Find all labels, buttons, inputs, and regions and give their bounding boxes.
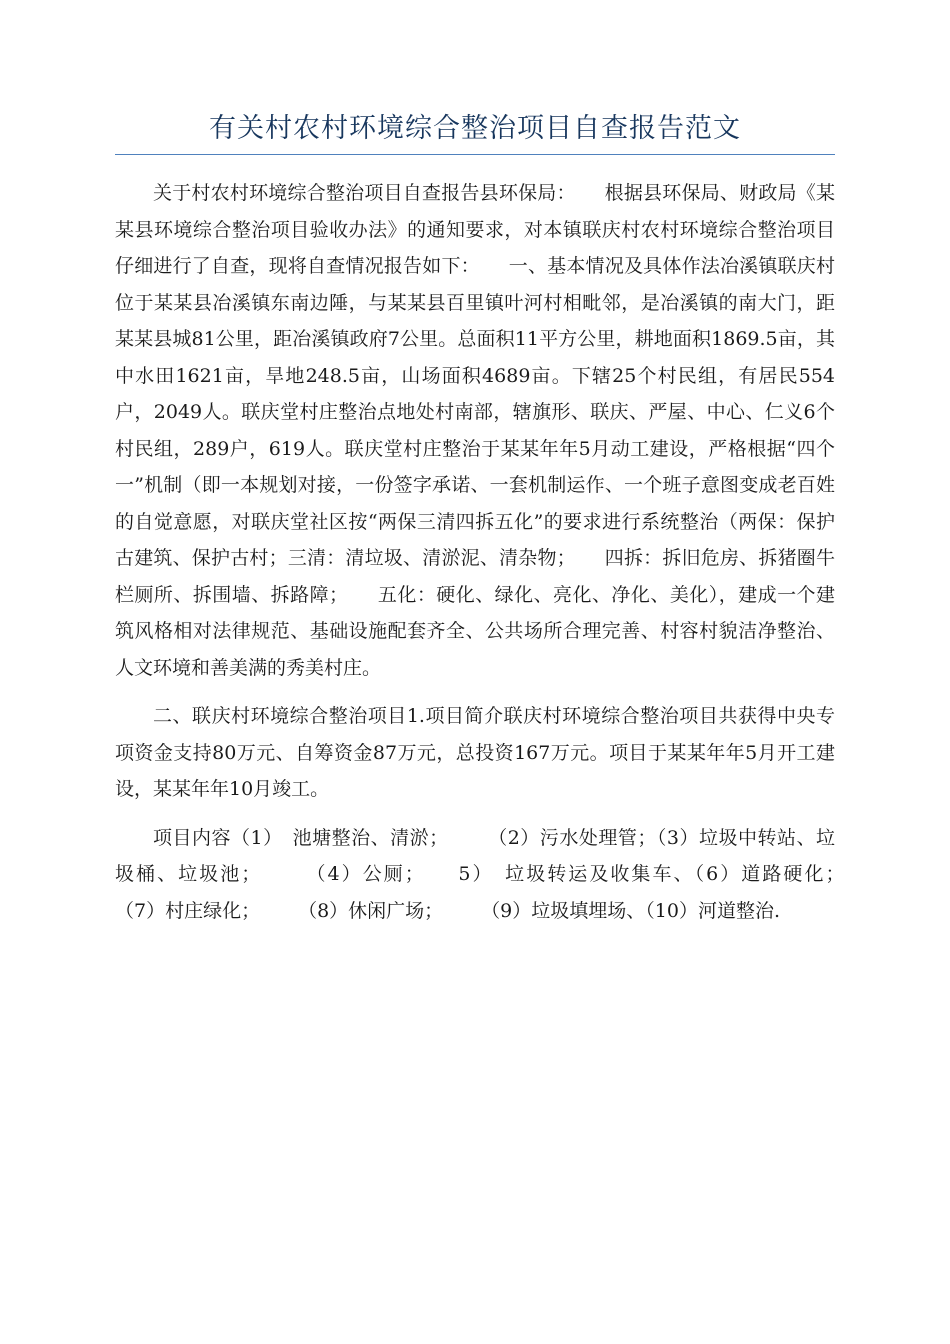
page-title: 有关村农村环境综合整治项目自查报告范文 — [209, 113, 741, 144]
document-body — [115, 175, 893, 941]
title-block — [115, 112, 835, 155]
paragraph-intro-basic-info: 关于村农村环境综合整治项目自查报告县环保局： 根据县环保局、财政局《某某县环境综合整治项目验收办法》的通知要求，对本镇联庆村农村环境综合整治项目仔细进行了自查，现将自查情况报告如下： 一、基本情况及具体作法冶溪镇联庆村位于某某县冶溪镇东南边陲，与某某县百里镇叶河村相毗邻，是冶溪镇的南大门，距某某县城81公里，距冶溪镇政府7公里。总面积11平方公里，耕地面积1869.5亩，其中水田1621亩，旱地248.5亩，山场面积4689亩。下辖25个村民组，有居民554户，2049人。联庆堂村庄整治点地处村南部，辖旗形、联庆、严屋、中心、仁义6个村民组，289户，619人。联庆堂村庄整治于某某年年5月动工建设，严格根据“四个一”机制（即一本规划对接，一份签字承诺、一套机制运作、一个班子意图变成老百姓的自觉意愿，对联庆堂社区按“两保三清四拆五化”的要求进行系统整治（两保：保护古建筑、保护古村；三清：清垃圾、清淤泥、清杂物； 四拆：拆旧危房、拆猪圈牛栏厕所、拆围墙、拆路障； 五化：硬化、绿化、亮化、净化、美化），建成一个建筑风格相对法律规范、基础设施配套齐全、公共场所合理完善、村容村貌洁净整治、人文环境和善美满的秀美村庄。 — [115, 182, 835, 679]
paragraph-project-summary: 二、联庆村环境综合整治项目1.项目简介联庆村环境综合整治项目共获得中央专项资金支持80万元、自筹资金87万元，总投资167万元。项目于某某年年5月开工建设，某某年年10月竣工。 — [115, 705, 835, 800]
paragraph-project-content: 项目内容（1） 池塘整治、清淤； （2）污水处理管；（3）垃圾中转站、垃圾桶、垃圾池； （4）公厕； 5） 垃圾转运及收集车、（6）道路硬化； （7）村庄绿化； （8）休闲广场； （9）垃圾填埋场、（10）河道整治. — [115, 826, 893, 922]
